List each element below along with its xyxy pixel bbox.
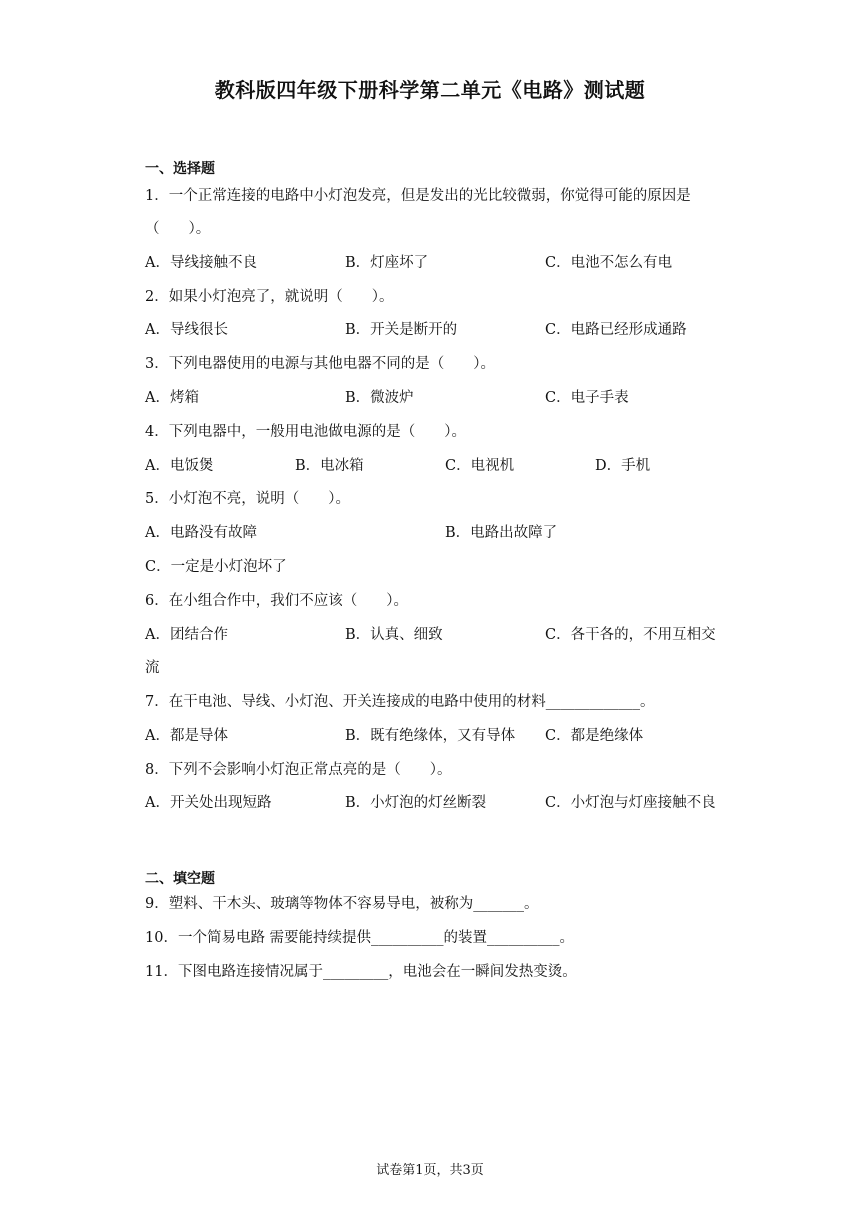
question-2-option-c: C．电路已经形成通路 xyxy=(545,322,687,338)
question-1-option-c: C．电池不怎么有电 xyxy=(545,255,673,271)
question-1-option-a: A．导线接触不良 xyxy=(145,255,257,271)
question-1-stem: 1．一个正常连接的电路中小灯泡发亮，但是发出的光比较微弱，你觉得可能的原因是 xyxy=(145,188,691,204)
question-2-stem: 2．如果小灯泡亮了，就说明（ ）。 xyxy=(145,289,394,305)
question-9-stem: 9．塑料、干木头、玻璃等物体不容易导电，被称为_______。 xyxy=(145,896,539,912)
question-4-option-b: B．电冰箱 xyxy=(295,458,364,474)
section-heading-fill: 二、填空题 xyxy=(145,871,215,887)
question-4-option-d: D．手机 xyxy=(595,458,651,474)
question-1-option-b: B．灯座坏了 xyxy=(345,255,429,271)
question-11-stem: 11．下图电路连接情况属于_________，电池会在一瞬间发热变烫。 xyxy=(145,964,577,980)
question-8-option-c: C．小灯泡与灯座接触不良 xyxy=(545,795,716,811)
question-3-option-b: B．微波炉 xyxy=(345,390,414,406)
question-5-option-c: C．一定是小灯泡坏了 xyxy=(145,559,287,575)
question-8-option-a: A．开关处出现短路 xyxy=(145,795,272,811)
question-7-option-b: B．既有绝缘体，又有导体 xyxy=(345,728,516,744)
question-6-option-a: A．团结合作 xyxy=(145,627,228,643)
page-footer: 试卷第1页，共3页 xyxy=(376,1163,484,1178)
question-6-option-b: B．认真、细致 xyxy=(345,627,443,643)
question-6-option-c-wrap: 流 xyxy=(145,660,160,676)
question-10-stem: 10．一个简易电路 需要能持续提供__________的装置__________。 xyxy=(145,930,575,946)
page-title: 教科版四年级下册科学第二单元《电路》测试题 xyxy=(214,78,646,102)
question-1-stem-cont: （ ）。 xyxy=(145,221,211,237)
question-5-option-b: B．电路出故障了 xyxy=(445,525,558,541)
question-7-stem: 7．在干电池、导线、小灯泡、开关连接成的电路中使用的材料_____________。 xyxy=(145,694,655,710)
question-3-stem: 3．下列电器使用的电源与其他电器不同的是（ ）。 xyxy=(145,356,495,372)
question-3-option-c: C．电子手表 xyxy=(545,390,629,406)
question-8-option-b: B．小灯泡的灯丝断裂 xyxy=(345,795,487,811)
question-5-stem: 5．小灯泡不亮，说明（ ）。 xyxy=(145,491,350,507)
question-4-stem: 4．下列电器中，一般用电池做电源的是（ ）。 xyxy=(145,424,466,440)
question-3-option-a: A．烤箱 xyxy=(145,390,199,406)
question-7-option-c: C．都是绝缘体 xyxy=(545,728,644,744)
question-4-option-c: C．电视机 xyxy=(445,458,515,474)
question-6-option-c: C．各干各的，不用互相交 xyxy=(545,627,716,643)
question-5-option-a: A．电路没有故障 xyxy=(145,525,257,541)
question-6-stem: 6．在小组合作中，我们不应该（ ）。 xyxy=(145,593,408,609)
section-heading-choice: 一、选择题 xyxy=(145,161,215,177)
question-7-option-a: A．都是导体 xyxy=(145,728,228,744)
question-2-option-a: A．导线很长 xyxy=(145,322,228,338)
question-8-stem: 8．下列不会影响小灯泡正常点亮的是（ ）。 xyxy=(145,762,452,778)
question-4-option-a: A．电饭煲 xyxy=(145,458,214,474)
question-2-option-b: B．开关是断开的 xyxy=(345,322,458,338)
